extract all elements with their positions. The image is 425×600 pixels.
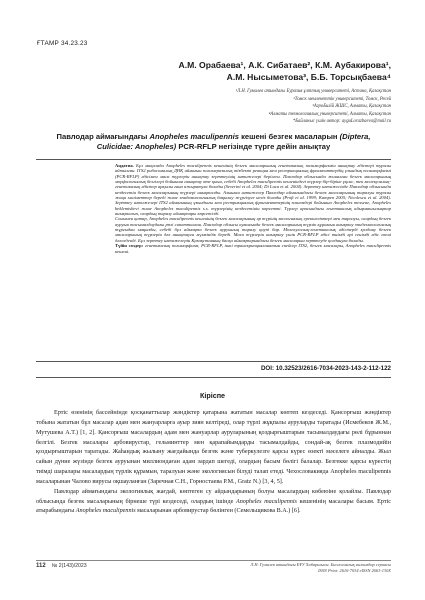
corresponding-author[interactable]: *Байланыс үшін автор: ayguLorazbaeva@mail.ru [292,119,391,125]
intro-paragraph-2 [36,488,391,518]
author-list [91,59,391,83]
keywords-text: генетикалық полиморфизм, PCR-RFLP, ішкі транскрипцияланатын спейсер ITS2, безгек масалары, Anopheles maculipennis кешені. [115,243,391,254]
title-part-1: Павлодар аймағындағы [56,132,150,141]
journal-issn: ISSN Print: 2616-7034 eISSN 2663-130X [318,568,391,574]
affiliation-1: ¹Л.Н. Гумилев атындағы Еуразия ұлттық университеті, Астана, Қазақстан [235,89,391,94]
footer-rule [36,560,391,561]
issue-number: № 2(143)/2023 [51,563,87,569]
intro-p2-c: масаларынан арбовирустар бөлінген (Семельщикова В.А.) [6]. [135,508,301,515]
title-part-2: кешені безгек масаларын [239,132,340,141]
journal-name: Л.Н. Гумилев атындағы ЕҰУ Хабаршысы. Биологиялық ғылымдар сериясы [250,562,391,567]
footer-left [36,563,87,569]
title-taxa-2: Culicidae: Anopheles) [96,142,177,151]
author-line-1: А.М. Орабаева¹, А.К. Сибатаев², К.М. Аубакирова¹, [178,60,391,70]
affiliation-4: ⁴Алматы технологиялық университеті, Алматы, Қазақстан [268,111,391,117]
page-number: 112 [36,563,46,569]
abstract-text-2: Сонымен қатар, Anopheles maculipennis кешенінің безгек масаларының әр түрінің экологиялық ерекшеліктері мен таралуы, олардың безгек ауруын тасымалдаудағы рөлі сипатталған. Павлодар облысы аумағында безгек масаларының түрлік құрамын анықтау эпидемиологиялық тұрғыдан маңызды, себебі бұл аймақта безгек ауруының таралу қаупі бар. Молекулалық-генетикалық әдістерді қолдану безгек масаларының түрлерін дәл анықтауға мүмкіндік береді. Маса түрлерін анықтау үшін PCR-RFLP әдісі тиімді әрі сенімді әдіс екені дәлелденді. Бұл зерттеу нәтижелерін Қазақстанның басқа аймақтарындағы безгек масаларын зерттеуде қолдануға болады. [115,216,391,243]
keywords-label: Түйін сөздер: [115,243,144,249]
abstract-label: Аңдатпа. [115,163,134,168]
affiliation-2: ²Томск мемлекеттік университеті, Томск, Ресей [293,96,391,102]
article-title [36,132,391,152]
affiliation-3: ³АгроБилїй ЖШС, Алматы, Қазақстан [312,104,391,110]
intro-p2-species: Anopheles maculipennis [235,498,297,505]
title-part-3: PCR-RFLP негізінде түрге дейін анықтау [176,142,331,151]
section-heading-introduction: Кіріспе [199,391,226,400]
abstract-bottom-rule [36,361,391,362]
introduction-body [36,409,391,517]
intro-p2-b: кешенінің масалары басым. Ертіс атырабындағы [36,498,391,515]
abstract [115,163,391,254]
intro-p2-a: Павлодар аймағындағы экологиялық жағдай, көптеген су айдындарының болуы масалардың көбеюіне қолайлы. Павлодар облысында безгек масаларының бірнеше түрі кездеседі, олардың ішінде [36,488,391,505]
doi-link[interactable]: DOI: 10.32523/2616-7034-2023-143-2-112-122 [260,365,391,372]
intro-paragraph-1: Ертіс өзенінің бассейнінде қосқанаттылар жәндіктер қатарына жататын масалар көптеп кездеседі. Қансорғыш жәндіктер тобына жататын бұл масалар адам мен жануарларға ауыр зиян келтіреді, олар түрлі жұқпалы ауруларды таратады (Исмебеков Ж.М., Мутушева А.Т.) [1, 2]. Қансорғыш масалардың адам мен жануарлар ауруларының қоздырғыштарын тасымалдаудағы рөлі бұрыннан белгілі. Безгек масалары арбовирустар, гельминттер мен қарапайымдарды тасымалдайды, сондай-ақ безгек плазмодийін қоздырғыштарын таратады. Жаһандық жылыну жағдайында безгек және туберкулезге қарсы күрес өзекті мәселеге айналды. Жыл сайын дүние жүзінде безгек ауруынан миллиондаған адам зардап шегеді, олардың басым бөлігі балалар. Безгекке қарсы күрестің тиімді шаралары масалардың түрлік құрамын, таралуын және экологиясын білуді талап етеді. Чехословакияда Anopheles maculipennis масаларынан Чалово вирусы оқшауланған (Заречная С.Н., Горностаева Р.М., Gratz N.) [3, 4, 5]. [36,410,391,485]
author-line-2: А.М. Нысыметова³, Б.Б. Торсықбаева⁴ [226,72,391,82]
title-species: Anopheles maculipennis [149,132,239,141]
title-taxa-1: (Diptera, [339,132,371,141]
footer-journal [171,562,391,574]
abstract-top-rule [36,159,391,160]
udk-code: ҒТАМР 34.23.23 [37,40,88,47]
abstract-text: Бұл мақалада Anopheles maculipennis кешенінің безгек масаларының генетикалық полиморфизмін анықтау әдістері туралы айтылған. ITS2 рибосомалық ДНҚ аймағын полимеразалық тізбекті реакция мен рестрикциялық фрагменттердің ұзындық полиморфизмі (PCR-RFLP) әдісімен маса түрлерін анықтау зерттеуінің нәтижелері берілген. Павлодар облысында жиналған безгек масаларының морфологиялық белгілері бойынша анықтау өте қиын, себебі Anopheles maculipennis кешеніндегі түрлер бір-біріне ұқсас, тек молекулалық-генетикалық әдістер арқылы ғана ажыратуға болады (Severini et al. 2004; Di Luca et al. 2004). Зерттеу нәтижесінде Павлодар облысында кездесетін безгек масаларының түрлері анықталды. Алынған нәтижелер Павлодар аймағындағы безгек масаларының таралуы туралы жаңа мәліметтер береді және эпидемиологиялық бақылау жүргізуге негіз болады (Proft et al. 1999; Kampen 2005; Nicolescu et al. 2004). Зерттеу нәтижелері ITS2 аймағының ұзындығы мен рестрикциялық фрагменттерінің өлшемдері бойынша Anopheles messeae, Anopheles beklemishevi және Anopheles maculipennis s.s. түрлерінің кездесетінін көрсетті. Түрлер арасындағы генетикалық айырмашылықтар анықталып, олардың таралу аймақтары көрсетілді. [115,163,391,217]
affiliation-list [91,88,391,126]
doi-rule [36,377,391,378]
intro-p2-species-2: Anopheles maculipennis [75,508,136,515]
